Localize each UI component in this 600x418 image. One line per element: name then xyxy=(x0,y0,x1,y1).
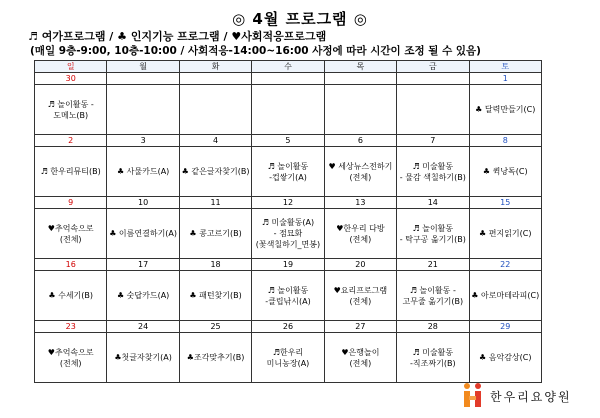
weekday-tue: 화 xyxy=(179,61,251,73)
event-cell xyxy=(469,271,541,321)
event-text: ♥추억속으로 xyxy=(47,347,94,357)
event-cell xyxy=(107,209,179,259)
date-cell: 7 xyxy=(397,135,469,147)
date-cell: 16 xyxy=(35,259,107,271)
date-cell: 21 xyxy=(397,259,469,271)
calendar-body xyxy=(35,73,542,383)
event-text: - 물감 색칠하기(B) xyxy=(399,172,466,182)
event-text: ♣ 음악감상(C) xyxy=(479,353,532,362)
date-row xyxy=(35,135,542,147)
date-cell: 24 xyxy=(107,321,179,333)
event-cell xyxy=(469,333,541,383)
event-text: (전체) xyxy=(349,358,372,368)
event-cell xyxy=(324,209,396,259)
event-text: 고무줄 옮기기(B) xyxy=(402,296,464,306)
date-cell: 9 xyxy=(35,197,107,209)
date-cell: 19 xyxy=(252,259,324,271)
event-text: ♣ 아로마테라피(C) xyxy=(471,291,540,300)
event-text: ♬ 놀이활동 xyxy=(412,223,454,233)
event-text: ♬ 놀이활동 - xyxy=(47,99,94,109)
weekday-fri: 금 xyxy=(397,61,469,73)
event-cell xyxy=(252,147,324,197)
event-text: ♬한우리 xyxy=(272,347,304,357)
event-text: ♥추억속으로 xyxy=(47,223,94,233)
date-cell: 5 xyxy=(252,135,324,147)
event-cell xyxy=(397,209,469,259)
date-cell: 25 xyxy=(179,321,251,333)
date-cell: 20 xyxy=(324,259,396,271)
date-cell: 18 xyxy=(179,259,251,271)
event-row xyxy=(35,85,542,135)
event-cell xyxy=(252,85,324,135)
event-text: -직조짜기(B) xyxy=(410,358,456,368)
program-legend: ♬ 여가프로그램 / ♣ 인지기능 프로그램 / ♥사회적응프로그램 xyxy=(28,30,327,43)
event-cell xyxy=(35,333,107,383)
event-text: ♣ 숫답카드(A) xyxy=(116,291,170,300)
event-text: (전체) xyxy=(59,234,82,244)
event-text: 도메노(B) xyxy=(53,110,89,120)
event-cell xyxy=(469,147,541,197)
event-row xyxy=(35,209,542,259)
date-cell: 14 xyxy=(397,197,469,209)
date-cell: 30 xyxy=(35,73,107,85)
event-cell xyxy=(107,85,179,135)
event-text: ♥은행놀이 xyxy=(341,347,380,357)
weekday-header-row xyxy=(35,61,542,73)
event-text: ♣첫글자찾기(A) xyxy=(114,353,172,362)
event-text: ♬ 미술활동 xyxy=(412,347,454,357)
date-cell: 26 xyxy=(252,321,324,333)
event-text: ♥ 세상뉴스전하기 xyxy=(328,161,393,171)
event-text: ♣ 수세기(B) xyxy=(48,291,94,300)
date-row xyxy=(35,259,542,271)
date-cell: 8 xyxy=(469,135,541,147)
date-cell: 13 xyxy=(324,197,396,209)
event-cell xyxy=(35,209,107,259)
schedule-note: (매일 9층-9:00, 10층-10:00 / 사회적응-14:00~16:00 사정에 따라 시간이 조정 될 수 있음) xyxy=(30,45,481,57)
event-cell xyxy=(35,85,107,135)
event-text: (전체) xyxy=(349,296,372,306)
event-cell xyxy=(252,209,324,259)
event-text: ♬ 놀이활동 xyxy=(267,161,309,171)
event-cell xyxy=(324,333,396,383)
date-cell xyxy=(107,73,179,85)
weekday-sat: 토 xyxy=(469,61,541,73)
event-cell xyxy=(35,147,107,197)
date-cell: 27 xyxy=(324,321,396,333)
event-text: ♣ 패턴찾기(B) xyxy=(189,291,242,300)
date-cell: 12 xyxy=(252,197,324,209)
footer-name: 한우리요양원 xyxy=(490,390,572,404)
event-row xyxy=(35,271,542,321)
event-text: (전체) xyxy=(59,358,82,368)
event-cell xyxy=(252,333,324,383)
event-text: ♣ 콩고르기(B) xyxy=(189,229,242,238)
event-text: ♣ 편지읽기(C) xyxy=(479,229,532,238)
event-cell xyxy=(469,85,541,135)
event-text: -클립낚시(A) xyxy=(265,296,311,306)
event-cell xyxy=(469,209,541,259)
event-text: ♬ 놀이활동 xyxy=(267,285,309,295)
page-title: ◎ 4월 프로그램 ◎ xyxy=(232,10,368,28)
date-cell: 2 xyxy=(35,135,107,147)
event-cell xyxy=(397,85,469,135)
date-cell: 3 xyxy=(107,135,179,147)
date-cell: 10 xyxy=(107,197,179,209)
date-cell xyxy=(397,73,469,85)
event-cell xyxy=(324,85,396,135)
weekday-sun: 일 xyxy=(35,61,107,73)
date-cell: 4 xyxy=(179,135,251,147)
event-cell xyxy=(397,271,469,321)
event-text: ♣ 이름연결하기(A) xyxy=(109,229,178,238)
event-cell xyxy=(179,209,251,259)
event-cell xyxy=(324,271,396,321)
event-text: ♣ 사물카드(A) xyxy=(116,167,170,176)
weekday-thu: 목 xyxy=(324,61,396,73)
event-cell xyxy=(179,147,251,197)
weekday-wed: 수 xyxy=(252,61,324,73)
date-cell xyxy=(179,73,251,85)
date-row xyxy=(35,321,542,333)
event-cell xyxy=(107,147,179,197)
event-cell xyxy=(179,271,251,321)
date-cell xyxy=(252,73,324,85)
event-cell xyxy=(107,333,179,383)
event-text: - 점묘화 xyxy=(273,229,303,238)
event-cell xyxy=(324,147,396,197)
event-text: ♬ 미술활동 xyxy=(412,161,454,171)
event-text: ♬ 미술활동(A) xyxy=(261,218,315,227)
event-row xyxy=(35,333,542,383)
date-cell: 17 xyxy=(107,259,179,271)
event-text: ♣ 퀵낭독(C) xyxy=(482,167,528,176)
date-cell: 11 xyxy=(179,197,251,209)
event-text: ♣ 같은글자찾기(B) xyxy=(181,167,250,176)
date-cell xyxy=(324,73,396,85)
date-cell: 6 xyxy=(324,135,396,147)
date-cell: 22 xyxy=(469,259,541,271)
event-text: (전체) xyxy=(349,234,372,244)
event-text: ♣ 달력만들기(C) xyxy=(475,105,536,114)
date-row xyxy=(35,73,542,85)
monthly-calendar xyxy=(34,60,542,383)
event-cell xyxy=(397,147,469,197)
event-cell xyxy=(179,333,251,383)
date-row xyxy=(35,197,542,209)
event-cell xyxy=(107,271,179,321)
event-text: ♥요리프로그램 xyxy=(333,285,388,295)
event-text: (전체) xyxy=(349,172,372,182)
event-row xyxy=(35,147,542,197)
event-text: -컵쌓기(A) xyxy=(269,172,307,182)
event-text: ♣조각맞추기(B) xyxy=(186,353,245,362)
event-cell xyxy=(35,271,107,321)
event-text: (꽃색칠하기_면봉) xyxy=(255,240,321,249)
date-cell: 1 xyxy=(469,73,541,85)
event-text: - 탁구공 옮기기(B) xyxy=(399,234,466,244)
date-cell: 29 xyxy=(469,321,541,333)
date-cell: 28 xyxy=(397,321,469,333)
date-cell: 23 xyxy=(35,321,107,333)
weekday-mon: 월 xyxy=(107,61,179,73)
logo-icon xyxy=(462,382,484,408)
event-text: 미니농장(A) xyxy=(266,358,310,368)
event-text: ♬ 놀이활동 - xyxy=(409,285,456,295)
event-text: ♥한우리 다방 xyxy=(336,223,385,233)
event-cell xyxy=(179,85,251,135)
event-cell xyxy=(397,333,469,383)
event-cell xyxy=(252,271,324,321)
date-cell: 15 xyxy=(469,197,541,209)
event-text: ♬ 한우리뮤티(B) xyxy=(40,167,101,176)
